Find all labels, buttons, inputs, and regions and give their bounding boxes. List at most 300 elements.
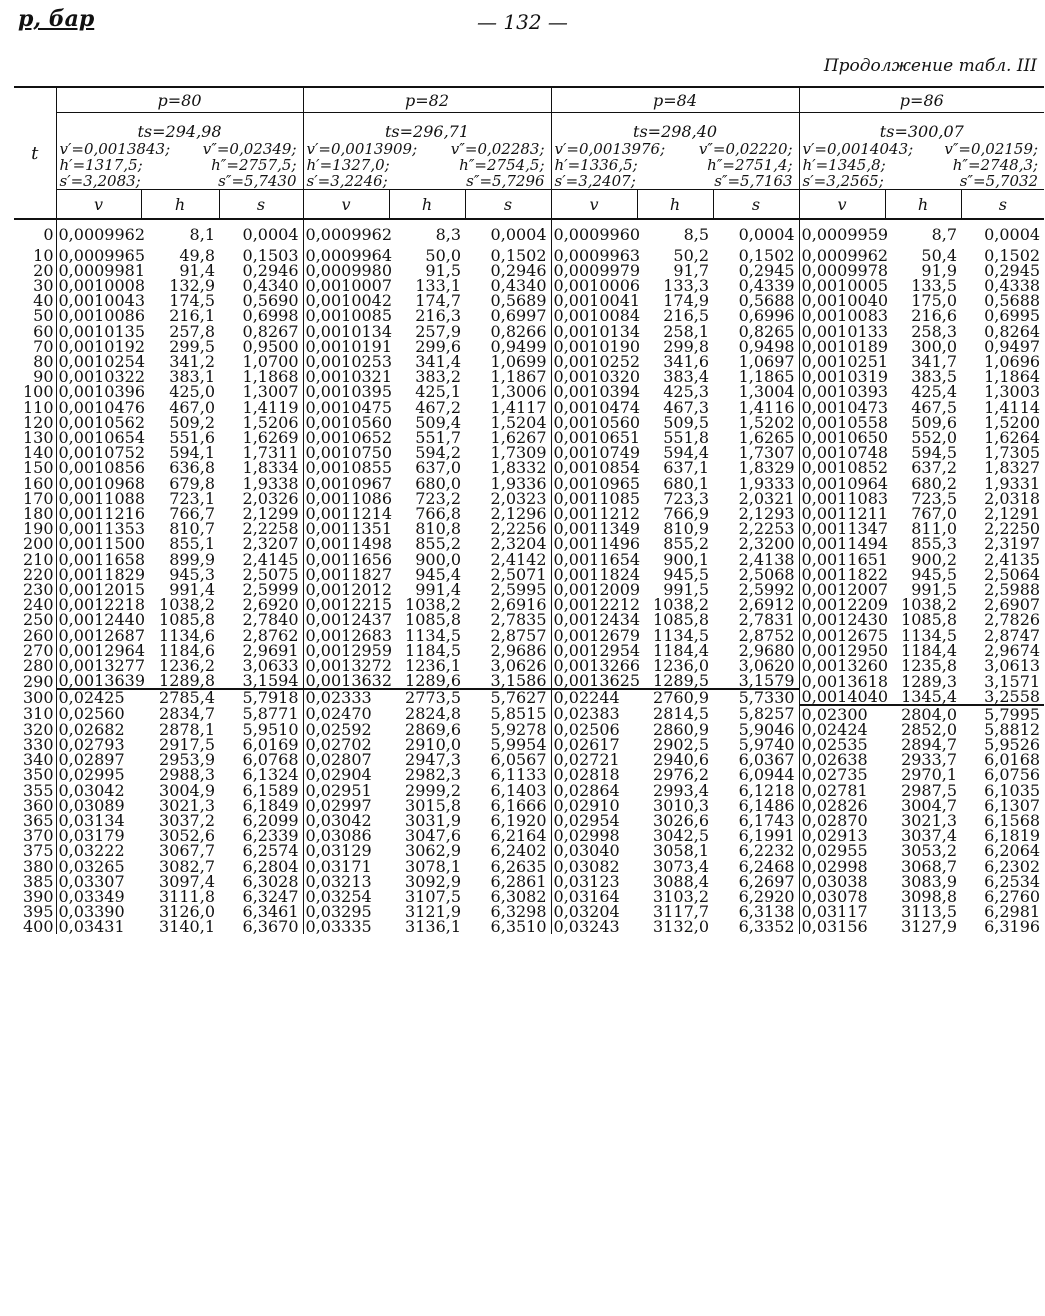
s-cell: 0,5689	[490, 291, 547, 310]
v-cell: 0,02807	[303, 752, 389, 767]
s-cell: 2,5995	[490, 580, 547, 599]
h-cell: 2993,4	[653, 780, 710, 800]
v-cell: 0,03431	[56, 919, 141, 934]
s-cell: 1,5204	[490, 413, 547, 432]
pressure-unit-label: р, бар	[18, 6, 95, 32]
s-cell: 1,4119	[242, 397, 299, 417]
s-cell: 2,8762	[242, 625, 299, 645]
s-cell: 6,2804	[242, 856, 299, 876]
s-cell: 3,0613	[984, 656, 1041, 675]
h-cell: 509,6	[911, 413, 958, 432]
s-cell: 6,1568	[984, 811, 1041, 830]
v-cell: 0,0012679	[551, 627, 637, 643]
v-cell: 0,03307	[56, 874, 141, 889]
v-cell: 0,0010005	[799, 278, 885, 293]
table-row	[14, 689, 1044, 705]
temperature-cell: 50	[33, 306, 54, 325]
s-cell: 3,2558	[961, 689, 1044, 705]
s-cell: 1,7305	[984, 443, 1041, 462]
s-cell: 6,0367	[738, 750, 795, 769]
v-cell: 0,02897	[56, 752, 141, 767]
column-header-h: h	[389, 190, 465, 220]
v-cell: 0,0013625	[551, 673, 637, 689]
v-cell: 0,0011654	[551, 551, 637, 567]
s-cell: 2,9674	[984, 641, 1041, 660]
h-cell: 637,2	[911, 458, 958, 477]
v-cell: 0,0010189	[799, 339, 885, 354]
v-cell: 0,03222	[56, 843, 141, 858]
s-cell: 6,3510	[490, 917, 547, 936]
s-cell: 5,7995	[984, 704, 1041, 724]
page-number: — 132 —	[477, 10, 568, 34]
h-cell: 855,2	[663, 534, 710, 553]
v-cell: 0,0011496	[551, 536, 637, 551]
s-cell: 5,8812	[984, 720, 1041, 739]
h-cell: 341,6	[663, 352, 710, 371]
s-double-prime: s″=5,7032	[959, 172, 1039, 190]
s-cell: 6,2402	[490, 841, 547, 860]
temperature-cell: 20	[33, 261, 54, 280]
s-double-prime: s″=5,7296	[466, 172, 545, 190]
h-cell: 3083,9	[901, 872, 958, 891]
v-cell: 0,0009963	[551, 248, 637, 263]
v-cell: 0,0011088	[56, 491, 141, 506]
v-cell: 0,03123	[551, 874, 637, 889]
v-cell: 0,02244	[551, 689, 637, 705]
v-cell: 0,0011347	[799, 521, 885, 536]
v-cell: 0,0012009	[551, 582, 637, 597]
s-cell: 0,4338	[984, 276, 1041, 295]
s-prime: s′=3,2565;	[802, 172, 884, 190]
v-cell: 0,0012430	[799, 612, 885, 627]
s-cell: 6,2760	[984, 887, 1041, 906]
s-cell: 0,6995	[984, 306, 1041, 325]
h-cell: 300,0	[911, 337, 958, 356]
v-cell: 0,02998	[551, 828, 637, 843]
s-cell: 6,0768	[242, 750, 299, 769]
h-cell: 425,1	[415, 382, 462, 401]
s-cell: 1,8327	[984, 458, 1041, 477]
h-prime: h′=1317,5;	[59, 156, 143, 174]
v-cell: 0,02424	[799, 722, 885, 737]
v-cell: 0,0010251	[799, 354, 885, 369]
v-cell: 0,02535	[799, 737, 885, 752]
h-cell: 3037,4	[901, 826, 958, 845]
v-cell: 0,0013618	[799, 673, 885, 689]
v-cell: 0,0012209	[799, 597, 885, 612]
h-cell: 133,1	[415, 276, 462, 295]
v-cell: 0,0012437	[303, 612, 389, 627]
h-cell: 383,4	[663, 367, 710, 386]
v-cell: 0,0011829	[56, 567, 141, 582]
v-prime: v′=0,0013909;	[306, 140, 418, 158]
temperature-cell: 360	[22, 796, 54, 815]
h-cell: 1038,2	[653, 595, 710, 614]
v-prime: v′=0,0013976;	[554, 140, 666, 158]
temperature-cell: 280	[22, 656, 54, 675]
v-cell: 0,0012218	[56, 597, 141, 612]
s-cell: 1,9336	[490, 473, 547, 493]
h-cell: 2773,5	[405, 688, 462, 707]
s-double-prime: s″=5,7430	[218, 172, 297, 190]
v-cell: 0,0012015	[56, 582, 141, 597]
v-cell: 0,0013632	[303, 673, 389, 689]
s-cell: 2,1296	[490, 504, 547, 523]
v-cell: 0,0010855	[303, 460, 389, 475]
h-prime: h′=1345,8;	[802, 156, 886, 174]
s-cell: 0,9499	[490, 337, 547, 356]
h-double-prime: h″=2751,4;	[707, 156, 793, 174]
v-cell: 0,0011214	[303, 506, 389, 521]
s-cell: 1,4114	[984, 397, 1041, 417]
h-cell: 467,3	[663, 397, 710, 417]
saturation-properties	[551, 141, 799, 190]
h-cell: 3021,3	[159, 796, 215, 815]
h-cell: 1038,2	[405, 595, 462, 614]
h-cell: 1134,5	[901, 625, 958, 645]
s-cell: 2,5992	[738, 580, 795, 599]
s-cell: 1,3007	[242, 382, 299, 401]
s-cell: 5,9526	[984, 735, 1041, 754]
pressure-header: p=82	[303, 87, 551, 113]
v-cell: 0,0012007	[799, 582, 885, 597]
temperature-cell: 130	[22, 428, 54, 447]
h-cell: 50,2	[673, 246, 710, 265]
h-cell: 1236,0	[653, 656, 710, 675]
v-cell: 0,0009964	[303, 248, 389, 263]
column-header-v: v	[799, 190, 885, 220]
s-cell: 0,9498	[738, 337, 795, 356]
v-cell: 0,0011351	[303, 521, 389, 536]
s-cell: 2,4138	[738, 549, 795, 569]
h-cell: 900,0	[415, 549, 462, 569]
s-cell: 6,1849	[242, 796, 299, 815]
h-cell: 679,8	[169, 473, 215, 493]
s-cell: 1,9338	[242, 473, 299, 493]
s-cell: 2,5988	[984, 580, 1041, 599]
v-cell: 0,0010041	[551, 293, 637, 308]
v-cell: 0,02951	[303, 782, 389, 798]
h-cell: 1289,5	[637, 673, 713, 689]
s-double-prime: s″=5,7163	[714, 172, 793, 190]
v-cell: 0,0010475	[303, 399, 389, 415]
h-cell: 175,0	[911, 291, 958, 310]
column-header-s: s	[465, 190, 551, 220]
s-cell: 3,1586	[465, 673, 551, 689]
s-cell: 1,1865	[738, 367, 795, 386]
h-cell: 50,0	[425, 246, 462, 265]
column-header-s: s	[961, 190, 1044, 220]
s-cell: 6,3196	[984, 917, 1041, 936]
h-cell: 133,5	[911, 276, 958, 295]
s-cell: 1,5206	[242, 413, 299, 432]
s-cell: 3,0620	[738, 656, 795, 675]
h-cell: 1289,8	[141, 673, 219, 689]
h-cell: 3047,6	[405, 826, 462, 845]
v-cell: 0,0011656	[303, 551, 389, 567]
h-cell: 383,2	[415, 367, 462, 386]
s-cell: 2,9686	[490, 641, 547, 660]
temperature-cell: 180	[22, 504, 54, 523]
temperature-cell: 70	[33, 337, 54, 356]
v-cell: 0,02300	[799, 705, 885, 722]
h-cell: 3107,5	[405, 887, 462, 906]
v-cell: 0,0012675	[799, 627, 885, 643]
v-cell: 0,03164	[551, 889, 637, 904]
s-cell: 0,8264	[984, 321, 1041, 341]
s-cell: 3,0626	[490, 656, 547, 675]
h-cell: 767,0	[911, 504, 958, 523]
v-cell: 0,0009965	[56, 248, 141, 263]
s-cell: 0,2945	[738, 261, 795, 280]
h-cell: 50,4	[921, 246, 958, 265]
s-cell: 3,1579	[713, 673, 799, 689]
h-cell: 467,0	[169, 397, 215, 417]
s-cell: 6,2232	[738, 841, 795, 860]
s-cell: 6,1403	[490, 780, 547, 800]
v-cell: 0,02870	[799, 813, 885, 828]
temperature-cell: 140	[22, 443, 54, 462]
s-cell: 6,1486	[738, 796, 795, 815]
h-cell: 3004,7	[901, 796, 958, 815]
h-cell: 2804,0	[901, 704, 958, 724]
s-cell: 6,2920	[738, 887, 795, 906]
v-cell: 0,03204	[551, 904, 637, 919]
h-cell: 425,0	[169, 382, 215, 401]
v-cell: 0,02592	[303, 722, 389, 737]
saturation-properties	[799, 141, 1044, 190]
s-cell: 0,4340	[490, 276, 547, 295]
s-cell: 6,2302	[984, 856, 1041, 876]
h-cell: 91,4	[179, 261, 215, 280]
v-cell: 0,0012440	[56, 612, 141, 627]
h-cell: 341,7	[911, 352, 958, 371]
table-header	[14, 87, 1044, 219]
s-cell: 0,8267	[242, 321, 299, 341]
h-cell: 900,1	[663, 549, 710, 569]
h-cell: 2970,1	[901, 765, 958, 784]
s-cell: 3,1594	[219, 673, 303, 689]
s-cell: 1,6264	[984, 428, 1041, 447]
h-cell: 2834,7	[159, 704, 215, 723]
h-cell: 8,3	[435, 224, 462, 244]
h-cell: 467,2	[415, 397, 462, 417]
v-cell: 0,0010558	[799, 415, 885, 430]
s-cell: 6,2534	[984, 872, 1041, 891]
s-cell: 2,3207	[242, 534, 299, 553]
s-cell: 6,0567	[490, 750, 547, 769]
h-cell: 1345,4	[885, 689, 961, 705]
h-cell: 3117,7	[653, 902, 710, 921]
s-cell: 2,8747	[984, 625, 1041, 645]
h-cell: 425,4	[911, 382, 958, 401]
v-cell: 0,0014040	[799, 689, 885, 705]
h-cell: 2894,7	[901, 735, 958, 754]
h-cell: 1184,4	[653, 641, 710, 660]
s-cell: 6,1035	[984, 780, 1041, 800]
t-column-header: t	[14, 87, 56, 219]
h-cell: 766,8	[415, 504, 462, 523]
saturation-properties	[303, 141, 551, 190]
temperature-cell: 400	[22, 917, 54, 936]
h-cell: 551,8	[663, 428, 710, 447]
s-cell: 2,5064	[984, 565, 1041, 584]
v-cell: 0,0010854	[551, 460, 637, 475]
s-cell: 6,2468	[738, 856, 795, 876]
h-cell: 174,5	[169, 291, 215, 310]
column-header-v: v	[551, 190, 637, 220]
h-cell: 594,1	[169, 443, 215, 462]
s-cell: 1,0700	[242, 352, 299, 371]
temperature-cell: 370	[22, 826, 54, 845]
v-cell: 0,0010968	[56, 475, 141, 491]
v-cell: 0,03129	[303, 843, 389, 858]
h-cell: 3042,5	[653, 826, 710, 845]
s-cell: 6,2574	[242, 841, 299, 860]
v-cell: 0,0010651	[551, 430, 637, 445]
v-cell: 0,02995	[56, 767, 141, 782]
v-cell: 0,0012434	[551, 612, 637, 627]
h-cell: 723,3	[663, 489, 710, 508]
s-cell: 0,0004	[984, 224, 1041, 244]
h-cell: 3062,9	[405, 841, 462, 860]
s-cell: 2,2258	[242, 519, 299, 538]
h-cell: 810,9	[663, 519, 710, 538]
h-cell: 1236,2	[159, 656, 215, 675]
v-cell: 0,0010749	[551, 445, 637, 460]
v-cell: 0,03254	[303, 889, 389, 904]
v-cell: 0,0010083	[799, 308, 885, 323]
s-cell: 6,3670	[242, 917, 299, 936]
v-cell: 0,03349	[56, 889, 141, 904]
temperature-cell: 320	[22, 720, 54, 739]
s-cell: 2,1291	[984, 504, 1041, 523]
h-prime: h′=1336,5;	[554, 156, 638, 174]
v-double-prime: v″=0,02283;	[450, 140, 545, 158]
h-cell: 3031,9	[405, 811, 462, 830]
h-cell: 2933,7	[901, 750, 958, 769]
v-cell: 0,0010965	[551, 475, 637, 491]
v-cell: 0,0010191	[303, 339, 389, 354]
h-cell: 425,3	[663, 382, 710, 401]
h-cell: 2976,2	[653, 765, 710, 784]
h-cell: 2947,3	[405, 750, 462, 769]
h-double-prime: h″=2748,3;	[952, 156, 1039, 174]
v-cell: 0,0010394	[551, 384, 637, 399]
v-cell: 0,0011494	[799, 536, 885, 551]
temperature-cell: 10	[33, 246, 54, 265]
saturation-temperature: ts=294,98	[56, 113, 303, 142]
s-cell: 1,0696	[984, 352, 1041, 371]
h-cell: 2869,6	[405, 720, 462, 739]
h-cell: 3082,7	[159, 856, 215, 876]
s-cell: 6,1819	[984, 826, 1041, 845]
temperature-cell: 60	[33, 321, 54, 341]
pressure-header: p=84	[551, 87, 799, 113]
v-cell: 0,0010856	[56, 460, 141, 475]
v-cell: 0,0010752	[56, 445, 141, 460]
s-cell: 6,2981	[984, 902, 1041, 921]
h-cell: 2917,5	[159, 735, 215, 754]
v-cell: 0,0010192	[56, 339, 141, 354]
h-cell: 8,5	[683, 224, 710, 244]
v-cell: 0,0010040	[799, 293, 885, 308]
s-cell: 6,0756	[984, 765, 1041, 784]
column-header-v: v	[56, 190, 141, 220]
v-cell: 0,0010560	[303, 415, 389, 430]
v-cell: 0,0010134	[551, 323, 637, 339]
h-cell: 2878,1	[159, 720, 215, 739]
h-cell: 766,9	[663, 504, 710, 523]
s-cell: 1,6267	[490, 428, 547, 447]
saturation-temperature: ts=298,40	[551, 113, 799, 142]
v-cell: 0,03082	[551, 858, 637, 874]
h-cell: 174,7	[415, 291, 462, 310]
h-cell: 855,1	[169, 534, 215, 553]
s-cell: 6,0169	[242, 735, 299, 754]
temperature-cell: 390	[22, 887, 54, 906]
s-cell: 0,6996	[738, 306, 795, 325]
saturation-temperature: ts=296,71	[303, 113, 551, 142]
h-cell: 1289,3	[901, 671, 958, 691]
table-body	[14, 219, 1044, 934]
h-cell: 8,7	[931, 224, 958, 244]
s-cell: 6,2164	[490, 826, 547, 845]
s-cell: 1,5200	[984, 413, 1041, 432]
s-cell: 0,4339	[738, 276, 795, 295]
s-cell: 1,0697	[738, 352, 795, 371]
s-cell: 2,0323	[490, 489, 547, 508]
h-cell: 945,4	[415, 565, 462, 584]
v-cell: 0,0009959	[799, 219, 885, 248]
h-cell: 383,5	[911, 367, 958, 386]
h-cell: 3097,4	[159, 872, 215, 891]
v-cell: 0,0009979	[551, 263, 637, 278]
v-cell: 0,0010321	[303, 369, 389, 384]
s-cell: 2,0321	[738, 489, 795, 508]
v-cell: 0,0013272	[303, 658, 389, 673]
v-cell: 0,02702	[303, 737, 389, 752]
s-cell: 2,6907	[984, 595, 1041, 614]
v-cell: 0,0011498	[303, 536, 389, 551]
s-cell: 2,4135	[984, 549, 1041, 569]
h-cell: 991,5	[663, 580, 710, 599]
v-cell: 0,0010133	[799, 323, 885, 339]
v-cell: 0,0010395	[303, 384, 389, 399]
h-cell: 3010,3	[653, 796, 710, 815]
column-header-s: s	[713, 190, 799, 220]
s-cell: 1,9333	[738, 473, 795, 493]
v-cell: 0,0011085	[551, 491, 637, 506]
v-cell: 0,0012012	[303, 582, 389, 597]
table-continuation-caption: Продолжение табл. III	[823, 56, 1037, 76]
s-cell: 0,8266	[490, 321, 547, 341]
v-cell: 0,03156	[799, 919, 885, 934]
v-cell: 0,0012964	[56, 643, 141, 658]
v-cell: 0,0011500	[56, 536, 141, 551]
s-cell: 0,6997	[490, 306, 547, 325]
h-cell: 299,5	[169, 337, 215, 356]
s-cell: 2,9680	[738, 641, 795, 660]
temperature-cell: 200	[22, 534, 54, 553]
s-cell: 6,2064	[984, 841, 1041, 860]
v-cell: 0,02682	[56, 722, 141, 737]
v-cell: 0,0012954	[551, 643, 637, 658]
s-cell: 2,1299	[242, 504, 299, 523]
v-cell: 0,02333	[303, 689, 389, 705]
s-cell: 0,5688	[984, 291, 1041, 310]
s-cell: 6,1133	[490, 765, 547, 784]
